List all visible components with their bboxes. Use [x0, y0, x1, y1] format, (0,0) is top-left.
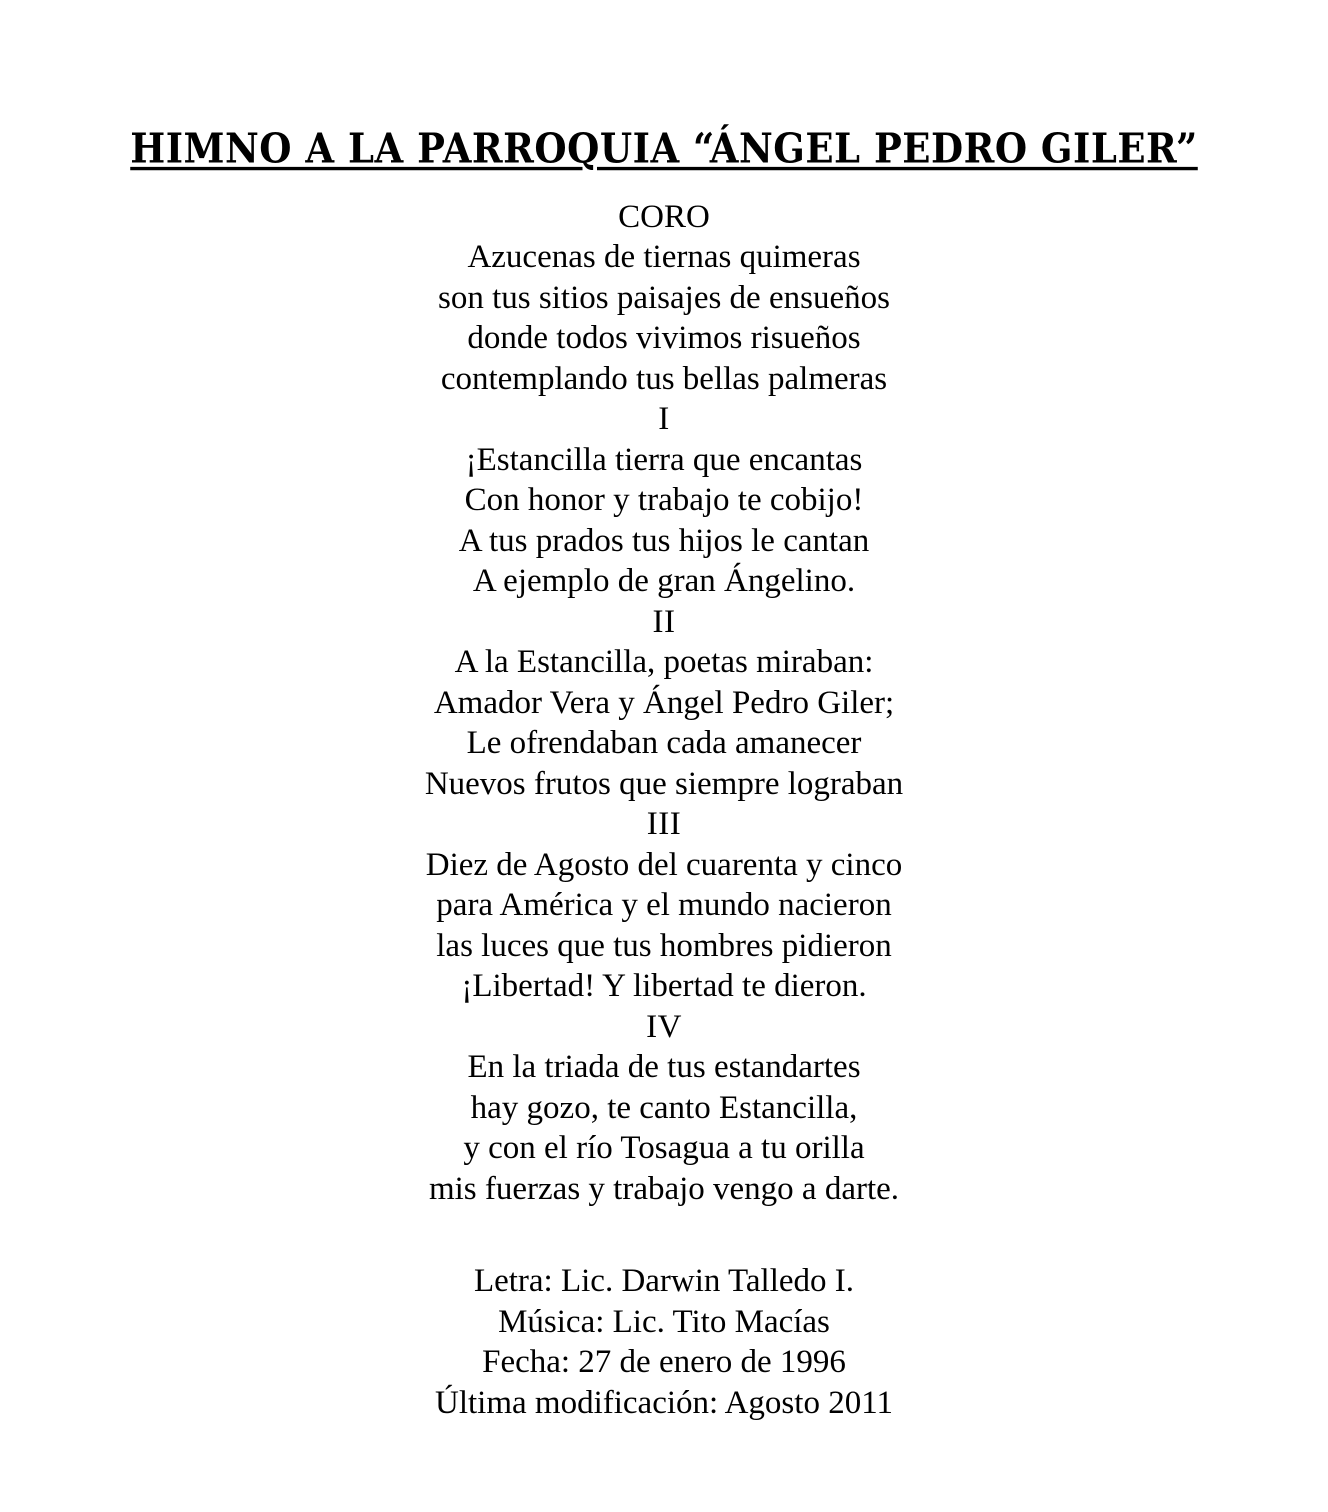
lyric-line: hay gozo, te canto Estancilla,	[470, 1089, 858, 1126]
lyric-line: ¡Libertad! Y libertad te dieron.	[461, 968, 867, 1005]
lyric-line: Nuevos frutos que siempre lograban	[424, 765, 904, 802]
lyric-line: ¡Estancilla tierra que encantas	[465, 441, 863, 478]
verse-number: IV	[646, 1008, 682, 1045]
lyric-line: A la Estancilla, poetas miraban:	[454, 644, 874, 681]
lyric-line: las luces que tus hombres pidieron	[436, 927, 892, 964]
verse-number: III	[646, 806, 682, 843]
lyric-line: mis fuerzas y trabajo vengo a darte.	[428, 1170, 900, 1207]
lyric-line: En la triada de tus estandartes	[467, 1049, 861, 1086]
verse-number: II	[652, 603, 676, 640]
lyric-line: y con el río Tosagua a tu orilla	[463, 1130, 865, 1167]
credit-line-date: Fecha: 27 de enero de 1996	[482, 1344, 846, 1381]
lyric-line: Diez de Agosto del cuarenta y cinco	[425, 846, 903, 883]
lyric-line: CORO	[618, 198, 710, 235]
hymn-credits	[0, 1261, 1328, 1423]
verse-number: I	[658, 401, 670, 438]
credit-line-lyrics-author: Letra: Lic. Darwin Talledo I.	[473, 1263, 855, 1300]
page-title: HIMNO A LA PARROQUIA “ÁNGEL PEDRO GILER”	[130, 123, 1198, 173]
lyric-line: Con honor y trabajo te cobijo!	[464, 482, 864, 519]
lyric-line: donde todos vivimos risueños	[467, 320, 861, 357]
lyric-line: Le ofrendaban cada amanecer	[466, 725, 862, 762]
hymn-lyrics	[0, 197, 1328, 1210]
lyric-line: son tus sitios paisajes de ensueños	[438, 279, 890, 316]
credit-line-music-author: Música: Lic. Tito Macías	[498, 1303, 830, 1340]
lyric-line: Azucenas de tiernas quimeras	[467, 239, 861, 276]
lyric-line: Amador Vera y Ángel Pedro Giler;	[433, 684, 895, 721]
lyric-line: contemplando tus bellas palmeras	[440, 360, 888, 397]
lyric-line: A tus prados tus hijos le cantan	[458, 522, 870, 559]
lyric-line: A ejemplo de gran Ángelino.	[472, 563, 856, 600]
credit-line-last-modified: Última modificación: Agosto 2011	[435, 1384, 893, 1421]
lyric-line: para América y el mundo nacieron	[436, 887, 892, 924]
